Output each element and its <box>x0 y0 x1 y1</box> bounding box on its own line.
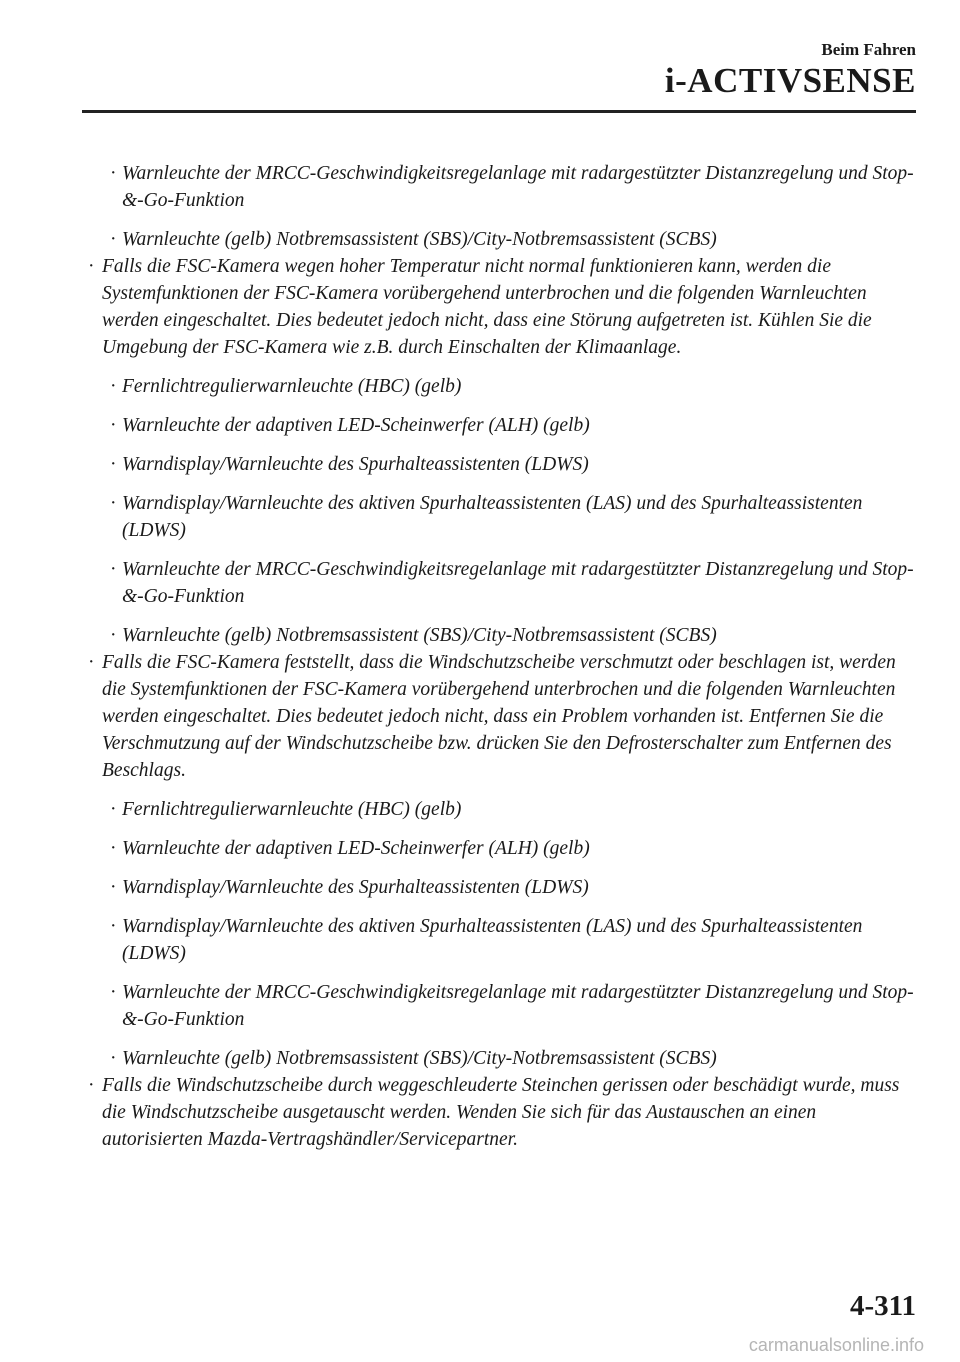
item-text: Falls die FSC-Kamera feststellt, dass die Windschutzscheibe verschmutzt oder beschlagen ist, werden die Systemfunktionen der FSC-Kamera vorübergehend unterbrochen und die folgenden Warnleuchten werden eingeschaltet. Dies bedeutet jedoch nicht, dass ein Problem vorhanden ist. Entfernen Sie die Verschmutzung auf der Windschutzscheibe bzw. drücken Sie den Defrosterschalter zum Entfernen des Beschlags. <box>102 652 896 781</box>
bullet-item <box>80 1072 920 1153</box>
item-text: Warnleuchte (gelb) Notbremsassistent (SBS)/City-Notbremsassistent (SCBS) <box>122 625 717 646</box>
bullet-dot-icon: · <box>110 376 117 397</box>
bullet-dot-icon: · <box>110 1048 117 1069</box>
item-text: Warnleuchte der MRCC-Geschwindigkeitsregelanlage mit radargestützter Distanzregelung und Stop-&-Go-Funktion <box>122 982 914 1030</box>
bullet-dot-icon: · <box>110 838 117 859</box>
bullet-dot-icon: · <box>110 625 117 646</box>
item-text: Warndisplay/Warnleuchte des Spurhalteassistenten (LDWS) <box>122 454 589 475</box>
watermark[interactable]: carmanualsonline.info <box>748 1335 924 1355</box>
bullet-dot-icon: · <box>110 454 117 475</box>
sub-bullet-item <box>80 373 920 400</box>
bullet-item <box>80 253 920 361</box>
sub-bullet-item <box>80 913 920 967</box>
bullet-dot-icon: · <box>110 163 117 184</box>
item-text: Warndisplay/Warnleuchte des Spurhalteassistenten (LDWS) <box>122 877 589 898</box>
sub-bullet-item <box>80 979 920 1033</box>
sub-bullet-item <box>80 226 920 253</box>
bullet-dot-icon: · <box>88 1075 95 1096</box>
bullet-dot-icon: · <box>110 559 117 580</box>
item-text: Warnleuchte der adaptiven LED-Scheinwerfer (ALH) (gelb) <box>122 415 590 436</box>
page-number: 4-311 <box>849 1290 916 1322</box>
item-text: Falls die FSC-Kamera wegen hoher Temperatur nicht normal funktionieren kann, werden die Systemfunktionen der FSC-Kamera vorübergehend unterbrochen und die folgenden Warnleuchten werden eingeschaltet. Dies bedeutet jedoch nicht, dass eine Störung aufgetreten ist. Kühlen Sie die Umgebung der FSC-Kamera wie z.B. durch Einschalten der Klimaanlage. <box>102 256 872 358</box>
section-label: Beim Fahren <box>821 40 916 59</box>
sub-bullet-item <box>80 796 920 823</box>
item-text: Warndisplay/Warnleuchte des aktiven Spurhalteassistenten (LAS) und des Spurhalteassistenten (LDWS) <box>122 493 863 541</box>
sub-bullet-item <box>80 622 920 649</box>
item-text: Warnleuchte der MRCC-Geschwindigkeitsregelanlage mit radargestützter Distanzregelung und Stop-&-Go-Funktion <box>122 559 914 607</box>
item-text: Warnleuchte der MRCC-Geschwindigkeitsregelanlage mit radargestützter Distanzregelung und Stop-&-Go-Funktion <box>122 163 914 211</box>
bullet-dot-icon: · <box>110 916 117 937</box>
sub-bullet-item <box>80 490 920 544</box>
bullet-dot-icon: · <box>110 493 117 514</box>
bullet-dot-icon: · <box>110 877 117 898</box>
item-text: Fernlichtregulierwarnleuchte (HBC) (gelb) <box>122 799 462 820</box>
bullet-dot-icon: · <box>110 229 117 250</box>
page-header <box>665 40 916 101</box>
item-text: Warnleuchte der adaptiven LED-Scheinwerfer (ALH) (gelb) <box>122 838 590 859</box>
item-text: Fernlichtregulierwarnleuchte (HBC) (gelb) <box>122 376 462 397</box>
item-text: Warnleuchte (gelb) Notbremsassistent (SBS)/City-Notbremsassistent (SCBS) <box>122 229 717 250</box>
sub-bullet-item <box>80 835 920 862</box>
bullet-dot-icon: · <box>110 799 117 820</box>
header-rule <box>82 110 916 113</box>
sub-bullet-item <box>80 556 920 610</box>
sub-bullet-item <box>80 874 920 901</box>
item-text: Warnleuchte (gelb) Notbremsassistent (SBS)/City-Notbremsassistent (SCBS) <box>122 1048 717 1069</box>
sub-bullet-item <box>80 1045 920 1072</box>
bullet-dot-icon: · <box>110 982 117 1003</box>
item-text: Warndisplay/Warnleuchte des aktiven Spurhalteassistenten (LAS) und des Spurhalteassistenten (LDWS) <box>122 916 863 964</box>
sub-bullet-item <box>80 412 920 439</box>
item-text: Falls die Windschutzscheibe durch weggeschleuderte Steinchen gerissen oder beschädigt wurde, muss die Windschutzscheibe ausgetauscht werden. Wenden Sie sich für das Austauschen an einen autorisierten Mazda-Vertragshändler/Servicepartner. <box>102 1075 900 1150</box>
bullet-dot-icon: · <box>88 256 95 277</box>
bullet-item <box>80 649 920 784</box>
chapter-title: i-ACTIVSENSE <box>664 61 916 100</box>
bullet-dot-icon: · <box>88 652 95 673</box>
sub-bullet-item <box>80 160 920 214</box>
content-body <box>80 160 920 1165</box>
sub-bullet-item <box>80 451 920 478</box>
bullet-dot-icon: · <box>110 415 117 436</box>
